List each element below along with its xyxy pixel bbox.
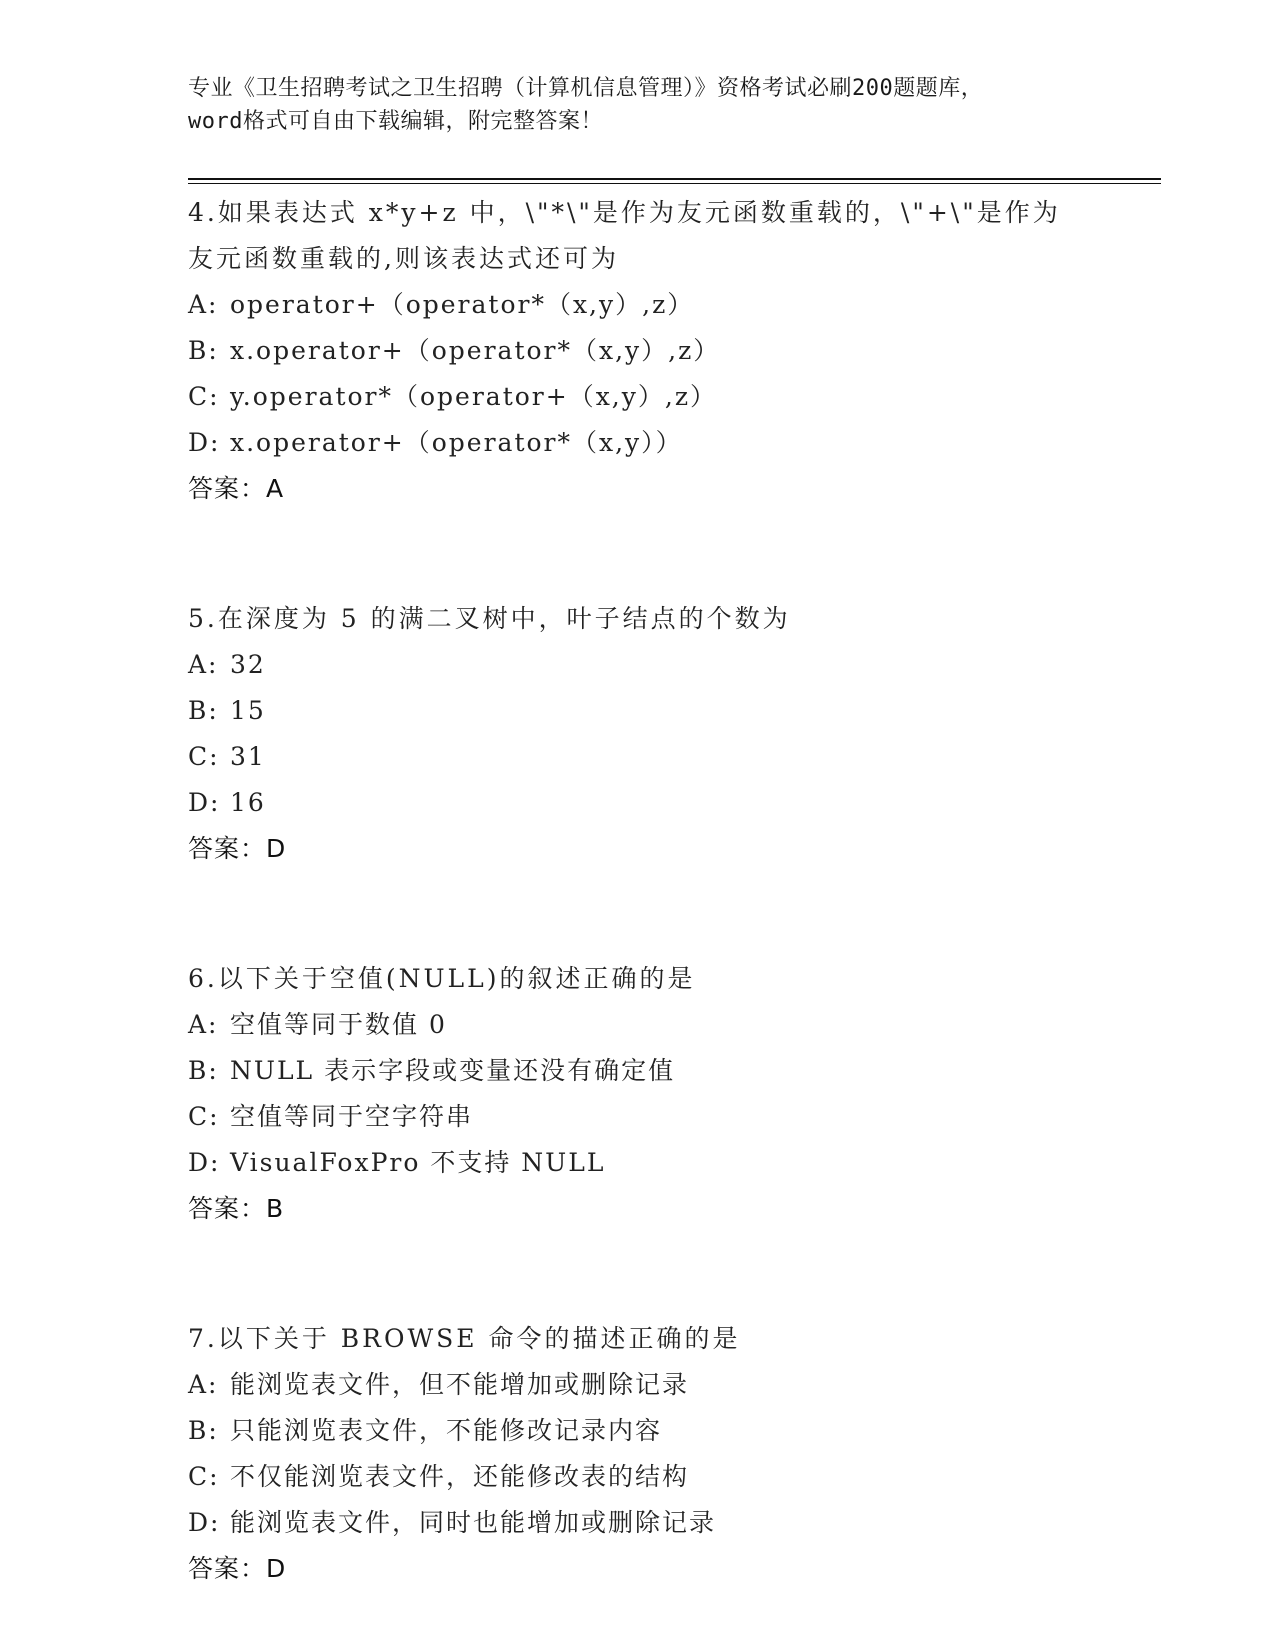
question-4-option-c: [188, 374, 1148, 420]
option-text: VisualFoxPro 不支持 NULL: [230, 1148, 606, 1177]
option-text: x.operator+（operator*（x,y）,z）: [230, 336, 721, 365]
option-text: 32: [230, 650, 266, 679]
question-7-option-c: [188, 1454, 1148, 1500]
option-letter: C:: [188, 1462, 220, 1491]
question-7: [188, 1316, 1148, 1592]
option-letter: B:: [188, 696, 219, 725]
question-5-answer: 答案：D: [188, 834, 287, 863]
question-6-text: 6.以下关于空值(NULL)的叙述正确的是: [188, 964, 696, 993]
question-6: [188, 956, 1148, 1232]
question-6-option-d: [188, 1140, 1148, 1186]
question-4-answer: 答案：A: [188, 474, 285, 503]
question-spacer: [188, 512, 1148, 596]
option-letter: A:: [188, 290, 219, 319]
question-4-option-b: [188, 328, 1148, 374]
header-subtitle-line: word格式可自由下载编辑，附完整答案！: [188, 109, 603, 134]
question-7-text: 7.以下关于 BROWSE 命令的描述正确的是: [188, 1324, 741, 1353]
question-5: [188, 596, 1148, 872]
question-7-answer: 答案：D: [188, 1554, 287, 1583]
option-text: operator+（operator*（x,y）,z）: [230, 290, 695, 319]
document-header: [188, 72, 1088, 138]
option-text: 空值等同于空字符串: [230, 1102, 474, 1131]
option-text: NULL 表示字段或变量还没有确定值: [230, 1056, 676, 1085]
question-6-option-c: [188, 1094, 1148, 1140]
question-7-option-b: [188, 1408, 1148, 1454]
option-text: 能浏览表文件，但不能增加或删除记录: [230, 1370, 690, 1399]
option-text: 不仅能浏览表文件，还能修改表的结构: [230, 1462, 690, 1491]
option-text: x.operator+（operator*（x,y））: [230, 428, 683, 457]
question-4: [188, 190, 1148, 512]
header-divider-thin: [188, 183, 1161, 184]
header-title-line: 专业《卫生招聘考试之卫生招聘（计算机信息管理）》资格考试必刷200题题库，: [188, 76, 984, 101]
question-5-text: 5.在深度为 5 的满二叉树中，叶子结点的个数为: [188, 604, 791, 633]
option-text: 31: [230, 742, 266, 771]
option-text: 能浏览表文件，同时也能增加或删除记录: [230, 1508, 717, 1537]
option-letter: D:: [188, 788, 221, 817]
option-letter: C:: [188, 1102, 220, 1131]
question-list: [188, 190, 1148, 1592]
header-divider-thick: [188, 178, 1161, 180]
question-5-option-c: [188, 734, 1148, 780]
question-6-option-b: [188, 1048, 1148, 1094]
question-spacer: [188, 1232, 1148, 1316]
option-text: y.operator*（operator+（x,y）,z）: [230, 382, 717, 411]
question-4-option-d: [188, 420, 1148, 466]
option-text: 只能浏览表文件，不能修改记录内容: [230, 1416, 663, 1445]
option-text: 空值等同于数值 0: [230, 1010, 447, 1039]
question-5-option-b: [188, 688, 1148, 734]
question-6-answer: 答案：B: [188, 1194, 285, 1223]
option-letter: B:: [188, 336, 219, 365]
option-letter: B:: [188, 1056, 219, 1085]
question-4-text-cont: 友元函数重载的,则该表达式还可为: [188, 244, 619, 273]
option-letter: B:: [188, 1416, 219, 1445]
option-letter: A:: [188, 650, 219, 679]
question-spacer: [188, 872, 1148, 956]
option-letter: D:: [188, 1508, 221, 1537]
option-letter: D:: [188, 428, 221, 457]
option-letter: C:: [188, 742, 220, 771]
question-7-option-d: [188, 1500, 1148, 1546]
question-7-option-a: [188, 1362, 1148, 1408]
option-letter: A:: [188, 1370, 219, 1399]
option-text: 16: [230, 788, 266, 817]
option-letter: D:: [188, 1148, 221, 1177]
option-text: 15: [230, 696, 266, 725]
question-4-text: 4.如果表达式 x*y+z 中，\"*\"是作为友元函数重载的，\"+\"是作为: [188, 198, 1061, 227]
question-6-option-a: [188, 1002, 1148, 1048]
question-4-option-a: [188, 282, 1148, 328]
option-letter: A:: [188, 1010, 219, 1039]
question-5-option-a: [188, 642, 1148, 688]
question-5-option-d: [188, 780, 1148, 826]
option-letter: C:: [188, 382, 220, 411]
